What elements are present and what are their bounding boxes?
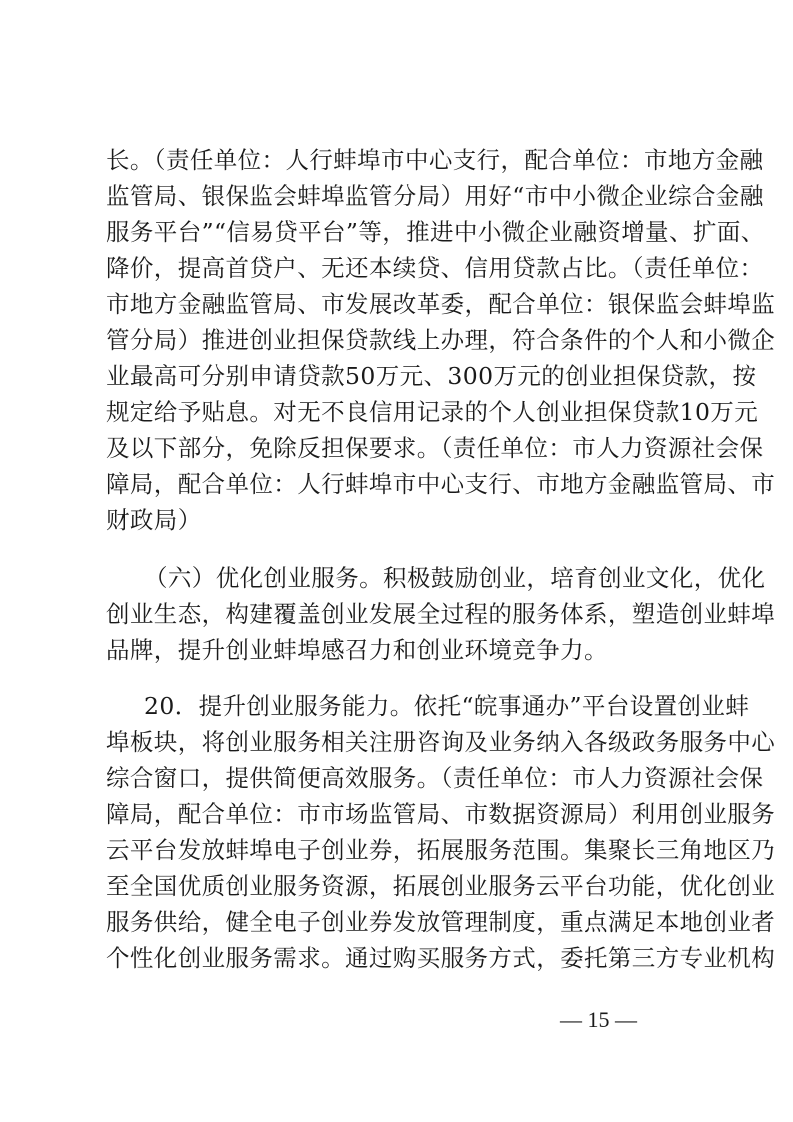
text-line: 及以下部分，免除反担保要求。（责任单位：市人力资源社会保: [106, 434, 764, 462]
text-line: 创业生态，构建覆盖创业发展全过程的服务体系，塑造创业蚌埠: [106, 600, 776, 628]
text-line: 个性化创业服务需求。通过购买服务方式，委托第三方专业机构: [106, 944, 776, 972]
text-line: 业最高可分别申请贷款50万元、300万元的创业担保贷款，按: [106, 362, 757, 390]
text-line: 障局，配合单位：人行蚌埠市中心支行、市地方金融监管局、市: [106, 470, 776, 498]
section-heading-line: （六）优化创业服务。积极鼓励创业，培育创业文化，优化: [144, 564, 766, 592]
text-line: 市地方金融监管局、市发展改革委，配合单位：银保监会蚌埠监: [106, 290, 776, 318]
text-line: 服务平台”“信易贷平台”等，推进中小微企业融资增量、扩面、: [106, 218, 765, 246]
text-line: 管分局）推进创业担保贷款线上办理，符合条件的个人和小微企: [106, 326, 776, 354]
text-line: 长。（责任单位：人行蚌埠市中心支行，配合单位：市地方金融: [106, 146, 764, 174]
text-line: 监管局、银保监会蚌埠监管分局）用好“市中小微企业综合金融: [106, 182, 764, 210]
text-line: 规定给予贴息。对无不良信用记录的个人创业担保贷款10万元: [106, 398, 759, 426]
page-number: — 15 —: [560, 1007, 637, 1032]
text-line: 品牌，提升创业蚌埠感召力和创业环境竞争力。: [106, 636, 608, 664]
text-line: 至全国优质创业服务资源，拓展创业服务云平台功能，优化创业: [106, 872, 776, 900]
text-line: 障局，配合单位：市市场监管局、市数据资源局）利用创业服务: [106, 800, 776, 828]
text-line: 降价，提高首贷户、无还本续贷、信用贷款占比。（责任单位：: [106, 254, 764, 282]
text-line: 云平台发放蚌埠电子创业券，拓展服务范围。集聚长三角地区乃: [106, 836, 776, 864]
text-line: 财政局）: [106, 506, 202, 534]
text-line: 综合窗口，提供简便高效服务。（责任单位：市人力资源社会保: [106, 764, 764, 792]
text-line: 服务供给，健全电子创业券发放管理制度，重点满足本地创业者: [106, 908, 776, 936]
item-heading-line: 20．提升创业服务能力。依托“皖事通办”平台设置创业蚌: [144, 692, 750, 720]
text-line: 埠板块，将创业服务相关注册咨询及业务纳入各级政务服务中心: [106, 728, 776, 756]
